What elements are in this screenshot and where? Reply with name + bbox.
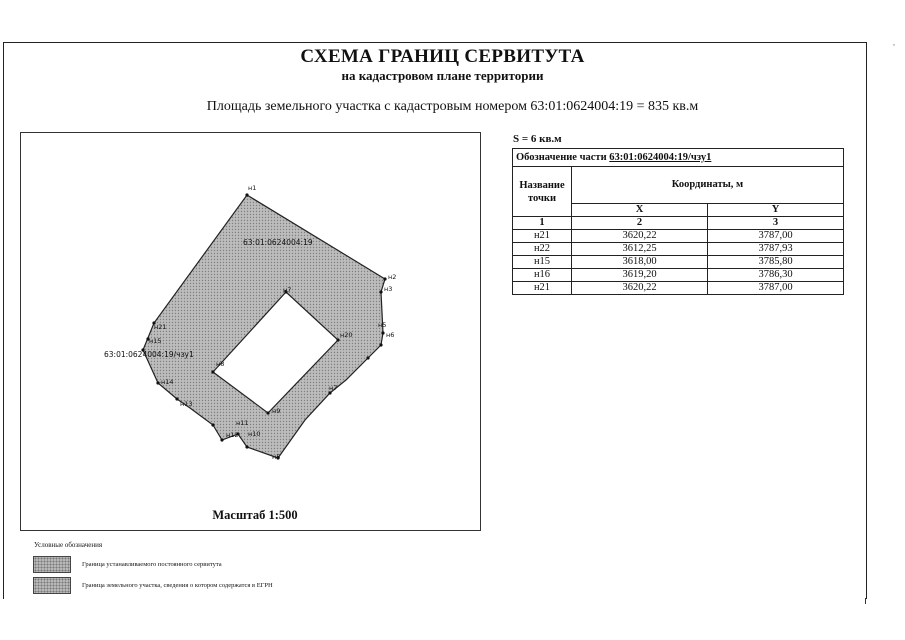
col-number: 2 bbox=[572, 217, 708, 230]
legend-title: Условные обозначения bbox=[34, 541, 103, 549]
coordinates-table bbox=[512, 148, 844, 295]
vertex-marker bbox=[381, 331, 384, 334]
legend-text-parcel: Граница земельного участка, сведения о котором содержатся в ЕГРН bbox=[82, 582, 273, 589]
vertex-marker bbox=[379, 343, 382, 346]
table-number-row bbox=[513, 217, 844, 230]
cell-x: 3620,22 bbox=[572, 230, 708, 243]
point-label-n14: н14 bbox=[161, 378, 174, 386]
vertex-marker bbox=[175, 397, 178, 400]
cell-point: н22 bbox=[513, 243, 572, 256]
point-label-n7: н7 bbox=[329, 384, 338, 392]
table-part-row bbox=[513, 149, 844, 167]
map-scale: Масштаб 1:500 bbox=[212, 508, 298, 522]
point-label-n5b: н5 bbox=[272, 453, 281, 461]
col-number: 1 bbox=[513, 217, 572, 230]
point-label-n15: н15 bbox=[149, 337, 162, 345]
cell-y: 3785,80 bbox=[708, 256, 844, 269]
point-label-n1: н1 bbox=[248, 184, 257, 192]
cell-point: н16 bbox=[513, 269, 572, 282]
point-label-n5: н5 bbox=[378, 321, 387, 329]
point-label-n20: н20 bbox=[340, 331, 353, 339]
parcel-number-label: 63:01:0624004:19 bbox=[243, 238, 313, 247]
cell-point: н21 bbox=[513, 230, 572, 243]
vertex-marker bbox=[383, 277, 386, 280]
parcel-area-line: Площадь земельного участка с кадастровым номером 63:01:0624004:19 = 835 кв.м bbox=[206, 99, 699, 114]
point-label-n11: н11 bbox=[236, 419, 249, 427]
legend-swatch-servitude bbox=[33, 556, 71, 573]
cell-x: 3620,22 bbox=[572, 282, 708, 295]
cell-point: н21 bbox=[513, 282, 572, 295]
col-number: 3 bbox=[708, 217, 844, 230]
point-label-n3: н3 bbox=[384, 285, 393, 293]
part-code: 63:01:0624004:19/чзу1 bbox=[609, 151, 712, 163]
point-label-n6: н6 bbox=[386, 331, 395, 339]
cell-y: 3787,93 bbox=[708, 243, 844, 256]
point-label-n13: н13 bbox=[180, 400, 193, 408]
point-label-n2: н2 bbox=[388, 273, 397, 281]
point-label-n12: н12 bbox=[226, 431, 239, 439]
point-label-n9: н9 bbox=[272, 407, 281, 415]
vertex-marker bbox=[366, 356, 369, 359]
point-label-n17: н7 bbox=[283, 286, 292, 294]
vertex-marker bbox=[245, 445, 248, 448]
point-label-n21: н21 bbox=[154, 323, 167, 331]
cell-point: н15 bbox=[513, 256, 572, 269]
cell-x: 3612,25 bbox=[572, 243, 708, 256]
point-label-n10: н10 bbox=[248, 430, 261, 438]
header-y: Y bbox=[708, 204, 844, 217]
document-subtitle: на кадастровом плане территории bbox=[341, 68, 544, 83]
header-x: X bbox=[572, 204, 708, 217]
table-header-row bbox=[513, 167, 844, 204]
point-label-n8: н8 bbox=[216, 360, 225, 368]
table-row bbox=[513, 230, 844, 243]
table-row bbox=[513, 269, 844, 282]
part-designation bbox=[513, 149, 844, 167]
table-row bbox=[513, 243, 844, 256]
servitude-number-label: 63:01:0624004:19/чзу1 bbox=[104, 350, 194, 359]
header-point-name: Название точки bbox=[513, 167, 572, 217]
vertex-marker bbox=[379, 290, 382, 293]
vertex-marker bbox=[266, 411, 269, 414]
vertex-marker bbox=[156, 381, 159, 384]
cell-y: 3787,00 bbox=[708, 282, 844, 295]
document-title: СХЕМА ГРАНИЦ СЕРВИТУТА bbox=[300, 46, 585, 67]
cell-y: 3787,00 bbox=[708, 230, 844, 243]
servitude-area: S = 6 кв.м bbox=[513, 133, 562, 145]
corner-mark: , bbox=[893, 38, 895, 47]
vertex-marker bbox=[211, 423, 214, 426]
cell-x: 3618,00 bbox=[572, 256, 708, 269]
vertex-marker bbox=[211, 370, 214, 373]
vertex-marker bbox=[245, 193, 248, 196]
legend-swatch-parcel bbox=[33, 577, 71, 594]
header-coordinates: Координаты, м bbox=[572, 167, 844, 204]
vertex-marker bbox=[220, 438, 223, 441]
table-row bbox=[513, 282, 844, 295]
parcel-polygon bbox=[143, 195, 385, 458]
table-row bbox=[513, 256, 844, 269]
part-prefix: Обозначение части bbox=[516, 151, 610, 163]
cell-x: 3619,20 bbox=[572, 269, 708, 282]
cell-y: 3786,30 bbox=[708, 269, 844, 282]
legend-text-servitude: Граница устанавливаемого постоянного сервитута bbox=[82, 561, 222, 568]
